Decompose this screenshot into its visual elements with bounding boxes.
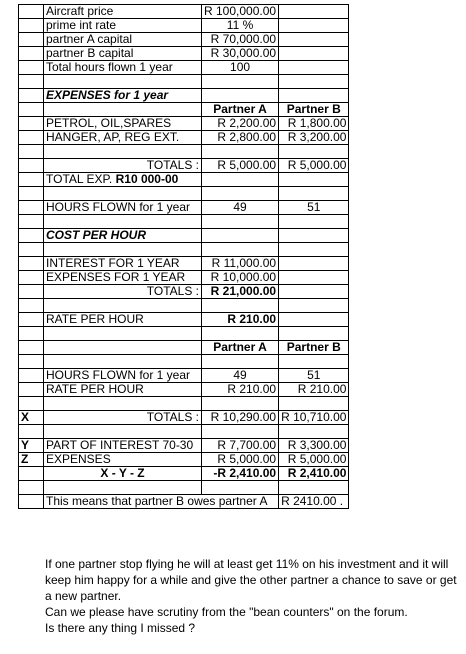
table-row — [19, 243, 349, 257]
cell-label: Total hours flown 1 year — [44, 61, 202, 75]
table-row — [19, 145, 349, 159]
table-row — [19, 285, 349, 299]
cell-label: INTEREST FOR 1 YEAR — [44, 257, 202, 271]
table-row — [19, 313, 349, 327]
cell-label: EXPENSES — [44, 453, 202, 467]
cell-value: 49 — [202, 201, 279, 215]
table-row — [19, 355, 349, 369]
cell-label: X - Y - Z — [44, 467, 202, 481]
table-row — [19, 47, 349, 61]
table-row — [19, 33, 349, 47]
cell-value: R 10,000.00 — [202, 271, 279, 285]
row-letter: Y — [19, 439, 44, 453]
cell-value: R 5,000.00 — [279, 159, 349, 173]
cell-value: R 3,200.00 — [279, 131, 349, 145]
table-row — [19, 453, 349, 467]
cell-value: 11 % — [202, 19, 279, 33]
table-row — [19, 495, 349, 509]
cell-value: R 70,000.00 — [202, 33, 279, 47]
cell-value: R 2,410.00 — [279, 467, 349, 481]
cell-value: R 2,800.00 — [202, 131, 279, 145]
column-header-partner-a: Partner A — [202, 103, 279, 117]
table-row — [19, 383, 349, 397]
cell-value: R 5,000.00 — [279, 453, 349, 467]
cell-value: -R 2,410.00 — [202, 467, 279, 481]
total-exp-cell — [44, 173, 202, 187]
cell-label: prime int rate — [44, 19, 202, 33]
table-row — [19, 159, 349, 173]
cell-label: RATE PER HOUR — [44, 313, 202, 327]
table-row — [19, 439, 349, 453]
cell-value: R 30,000.00 — [202, 47, 279, 61]
table-row — [19, 187, 349, 201]
cell-value: R 210.00 — [202, 383, 279, 397]
column-header-partner-b: Partner B — [279, 341, 349, 355]
conclusion-value: R 2410.00 . — [279, 495, 349, 509]
table-row — [19, 117, 349, 131]
commentary-text — [45, 556, 460, 636]
cell-value: R 100,000.00 — [202, 5, 279, 19]
table-row — [19, 271, 349, 285]
table-row — [19, 481, 349, 495]
table-row — [19, 327, 349, 341]
cell-label: TOTALS : — [44, 159, 202, 173]
table-row — [19, 229, 349, 243]
cell-value: R 2,200.00 — [202, 117, 279, 131]
cell-label: Aircraft price — [44, 5, 202, 19]
cell-value: R 5,000.00 — [202, 159, 279, 173]
column-header-partner-a: Partner A — [202, 341, 279, 355]
cell-value: R 11,000.00 — [202, 257, 279, 271]
cell-value: R 7,700.00 — [202, 439, 279, 453]
cell-value: R 1,800.00 — [279, 117, 349, 131]
cell-value: 49 — [202, 369, 279, 383]
row-letter: Z — [19, 453, 44, 467]
cell-value: 51 — [279, 201, 349, 215]
cell-label: RATE PER HOUR — [44, 383, 202, 397]
cell-value: R 210.00 — [279, 383, 349, 397]
cell-label: PETROL, OIL,SPARES — [44, 117, 202, 131]
table-row — [19, 467, 349, 481]
cell-label: HOURS FLOWN for 1 year — [44, 369, 202, 383]
cell-label: HOURS FLOWN for 1 year — [44, 201, 202, 215]
column-header-partner-b: Partner B — [279, 103, 349, 117]
table-row — [19, 397, 349, 411]
cell-label: TOTALS : — [44, 411, 202, 425]
cell-label: partner B capital — [44, 47, 202, 61]
table-row — [19, 411, 349, 425]
table-row — [19, 369, 349, 383]
cell-label: EXPENSES FOR 1 YEAR — [44, 271, 202, 285]
paragraph: If one partner stop flying he will at least get 11% on his investment and it will keep him happy for a while and give the other partner a chance to save or get a new partner. — [45, 557, 457, 603]
table-row — [19, 5, 349, 19]
paragraph: Can we please have scrutiny from the "bean counters" on the forum. — [45, 605, 408, 619]
section-heading: EXPENSES for 1 year — [44, 89, 202, 103]
cell-label: HANGER, AP, REG EXT. — [44, 131, 202, 145]
table-row — [19, 425, 349, 439]
table-row — [19, 201, 349, 215]
table-row — [19, 19, 349, 33]
cell-value: R 21,000.00 — [202, 285, 279, 299]
cell-value: R 210.00 — [202, 313, 279, 327]
cell-label: partner A capital — [44, 33, 202, 47]
cell-value: R10 000-00 — [115, 172, 179, 186]
cell-value: R 5,000.00 — [202, 453, 279, 467]
table-row — [19, 215, 349, 229]
cell-value: R 10,710.00 — [279, 411, 349, 425]
table-row — [19, 89, 349, 103]
conclusion-label: This means that partner B owes partner A — [44, 495, 279, 509]
cell-value: R 10,290.00 — [202, 411, 279, 425]
table-row — [19, 131, 349, 145]
cell-value: 100 — [202, 61, 279, 75]
table-row — [19, 257, 349, 271]
cell-value: 51 — [279, 369, 349, 383]
cell-label: TOTALS : — [44, 285, 202, 299]
cell-label: TOTAL EXP. — [46, 172, 113, 186]
table-row — [19, 61, 349, 75]
cell-label: PART OF INTEREST 70-30 — [44, 439, 202, 453]
section-heading: COST PER HOUR — [44, 229, 202, 243]
cell-value: R 3,300.00 — [279, 439, 349, 453]
table-row — [19, 341, 349, 355]
table-row — [19, 75, 349, 89]
table-row — [19, 173, 349, 187]
table-row — [19, 299, 349, 313]
paragraph: Is there any thing I missed ? — [45, 621, 196, 635]
row-letter: X — [19, 411, 44, 425]
spreadsheet-table — [18, 4, 349, 509]
table-row — [19, 103, 349, 117]
